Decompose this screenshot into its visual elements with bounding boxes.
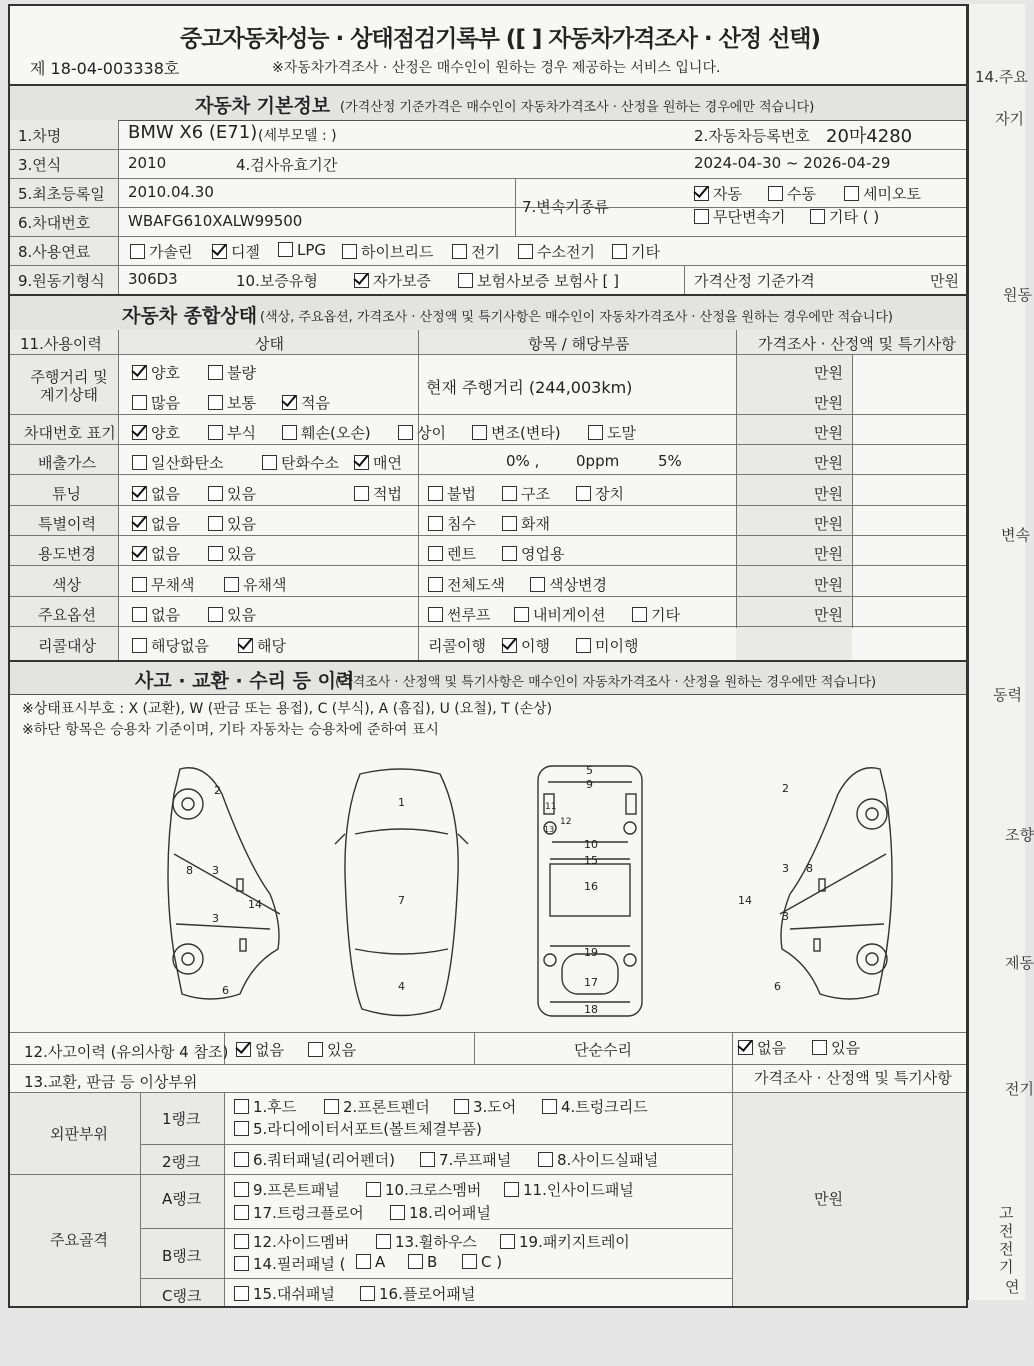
special-price-unit: 만원 [814, 515, 843, 533]
emission-co-value: 0% , [506, 452, 540, 470]
state-col-header: 상태 [255, 335, 284, 353]
special-history-label: 특별이력 [38, 515, 96, 533]
pillar-b[interactable]: B [408, 1253, 437, 1271]
simple-repair-label: 단순수리 [574, 1041, 632, 1059]
price-basis-label: 가격산정 기준가격 [694, 272, 815, 290]
part-roof-panel[interactable]: 7.루프패널 [420, 1149, 511, 1170]
part-dash-panel[interactable]: 15.대쉬패널 [234, 1283, 335, 1304]
checkbox[interactable] [514, 607, 529, 622]
part-number: 2 [782, 782, 789, 795]
part-front-fender[interactable]: 2.프론트펜더 [324, 1096, 430, 1117]
checkbox[interactable] [360, 1286, 375, 1301]
checkbox[interactable] [234, 1234, 249, 1249]
exchange-label: 13.교환, 판금 등 이상부위 [24, 1073, 198, 1091]
vin-mark-different[interactable]: 상이 [398, 422, 446, 443]
basic-info-title: 자동차 기본정보 [195, 95, 331, 117]
checkbox[interactable] [408, 1254, 423, 1269]
part-floor-panel[interactable]: 16.플로어패널 [360, 1283, 475, 1304]
checkbox[interactable] [462, 1254, 477, 1269]
option-exists[interactable]: 있음 [208, 604, 256, 625]
checkbox-checked[interactable] [132, 486, 147, 501]
checkbox[interactable] [420, 1152, 435, 1167]
part-number: 1 [398, 796, 405, 809]
part-number: 3 [782, 862, 789, 875]
checkbox[interactable] [132, 395, 147, 410]
tuning-legal[interactable]: 적법 [354, 483, 402, 504]
tuning-device[interactable]: 장치 [576, 483, 624, 504]
year-value: 2010 [128, 154, 167, 172]
checkbox-checked[interactable] [132, 365, 147, 380]
mileage-price-unit-1: 만원 [814, 364, 843, 382]
part-number: 3 [212, 912, 219, 925]
part-number: 10 [584, 838, 598, 851]
color-changed[interactable]: 색상변경 [530, 574, 607, 595]
special-none[interactable]: 없음 [132, 513, 180, 534]
accident-header [10, 660, 966, 695]
mileage-label: 주행거리 및 계기상태 [30, 368, 108, 404]
pillar-a[interactable]: A [356, 1253, 385, 1271]
sub-model: (세부모델 : ) [258, 128, 337, 144]
basic-info-header [10, 84, 966, 121]
accident-none[interactable]: 없음 [236, 1039, 284, 1060]
special-exists[interactable]: 있음 [208, 513, 256, 534]
checkbox[interactable] [694, 209, 709, 224]
checkbox[interactable] [502, 516, 517, 531]
current-mileage: 현재 주행거리 (244,003km) [426, 378, 633, 397]
recall-done-label: 리콜이행 [428, 637, 486, 655]
trans-manual[interactable]: 수동 [768, 183, 816, 204]
sidebar-text: 자기 [995, 110, 1024, 128]
part-number: 12 [560, 817, 572, 827]
part-number: 4 [398, 980, 405, 993]
fuel-label: 8.사용연료 [18, 243, 91, 261]
recall-label: 리콜대상 [38, 637, 96, 655]
part-wheel-house[interactable]: 13.휠하우스 [376, 1231, 477, 1252]
overall-status-title: 자동차 종합상태 [122, 305, 258, 327]
checkbox[interactable] [208, 425, 223, 440]
mileage-price-unit-2: 만원 [814, 394, 843, 412]
part-side-member[interactable]: 12.사이드멤버 [234, 1231, 349, 1252]
warranty-label: 10.보증유형 [236, 272, 318, 290]
vin-mark-price-unit: 만원 [814, 424, 843, 442]
first-reg-value: 2010.04.30 [128, 183, 214, 201]
inspection-record-sheet [8, 4, 968, 1308]
right-side-view [738, 768, 892, 999]
checkbox[interactable] [632, 607, 647, 622]
checkbox-checked[interactable] [132, 546, 147, 561]
emission-price-unit: 만원 [814, 454, 843, 472]
checkbox[interactable] [234, 1205, 249, 1220]
recall-done[interactable]: 이행 [502, 635, 550, 656]
usage-exists[interactable]: 있음 [208, 543, 256, 564]
usage-business[interactable]: 영업용 [502, 543, 564, 564]
checkbox[interactable] [530, 577, 545, 592]
checkbox[interactable] [452, 244, 467, 259]
special-fire[interactable]: 화재 [502, 513, 550, 534]
checkbox[interactable] [542, 1099, 557, 1114]
recall-not-done[interactable]: 미이행 [576, 635, 638, 656]
trans-auto[interactable]: 자동 [694, 183, 742, 204]
sidebar-text: 제동 [1005, 954, 1034, 972]
checkbox[interactable] [208, 395, 223, 410]
part-hood[interactable]: 1.후드 [234, 1096, 296, 1117]
symbol-legend: ※상태표시부호 : X (교환), W (판금 또는 용접), C (부식), A (흠집), U (요철), T (손상) [22, 701, 553, 717]
checkbox[interactable] [132, 455, 147, 470]
tuning-price-unit: 만원 [814, 485, 843, 503]
part-number: 19 [584, 946, 598, 959]
sidebar-text: 변속 [1001, 526, 1030, 544]
checkbox-checked[interactable] [354, 455, 369, 470]
checkbox[interactable] [208, 546, 223, 561]
checkbox[interactable] [844, 186, 859, 201]
color-price-unit: 만원 [814, 576, 843, 594]
transmission-label: 7.변속기종류 [522, 198, 609, 216]
checkbox[interactable] [810, 209, 825, 224]
option-price-unit: 만원 [814, 606, 843, 624]
part-number: 6 [774, 980, 781, 993]
sidebar-text: 동력 [993, 686, 1022, 704]
checkbox[interactable] [234, 1152, 249, 1167]
engine-value: 306D3 [128, 270, 178, 288]
emission-hc-value: 0ppm [576, 452, 620, 470]
checkbox[interactable] [538, 1152, 553, 1167]
rank-2-label: 2랭크 [162, 1153, 201, 1171]
checkbox[interactable] [428, 546, 443, 561]
checkbox[interactable] [504, 1182, 519, 1197]
checkbox[interactable] [398, 425, 413, 440]
checkbox[interactable] [576, 486, 591, 501]
part-pillar-panel[interactable]: 14.필러패널 ( [234, 1253, 345, 1274]
fuel-diesel[interactable]: 디젤 [212, 241, 260, 262]
part-rear-panel[interactable]: 18.리어패널 [390, 1202, 491, 1223]
part-number: 2 [214, 784, 221, 797]
mileage-good[interactable]: 양호 [132, 362, 180, 383]
checkbox[interactable] [234, 1286, 249, 1301]
usage-none[interactable]: 없음 [132, 543, 180, 564]
simple-repair-none[interactable]: 없음 [738, 1037, 786, 1058]
checkbox-checked[interactable] [282, 395, 297, 410]
rank-1-label: 1랭크 [162, 1110, 201, 1128]
checkbox[interactable] [502, 546, 517, 561]
part-number: 5 [586, 764, 593, 777]
reg-number-label: 2.자동차등록번호 [694, 127, 810, 145]
trans-other[interactable]: 기타 ( ) [810, 206, 879, 227]
mileage-few[interactable]: 적음 [282, 392, 330, 413]
part-number: 17 [584, 976, 598, 989]
checkbox-checked[interactable] [212, 244, 227, 259]
checkbox[interactable] [390, 1205, 405, 1220]
main-frame-label: 주요골격 [50, 1231, 108, 1249]
document-note: ※자동차가격조사 · 산정은 매수인이 원하는 경우 제공하는 서비스 입니다. [272, 60, 721, 76]
part-inside-panel[interactable]: 11.인사이드패널 [504, 1179, 634, 1200]
checkbox[interactable] [356, 1254, 371, 1269]
checkbox[interactable] [500, 1234, 515, 1249]
color-achromatic[interactable]: 무채색 [132, 574, 194, 595]
part-number: 14 [738, 894, 752, 907]
checkbox[interactable] [208, 516, 223, 531]
underbody-view [538, 764, 642, 1016]
main-options-label: 주요옵션 [38, 606, 96, 624]
checkbox[interactable] [376, 1234, 391, 1249]
simple-repair-exists[interactable]: 있음 [812, 1037, 860, 1058]
vin-mark-label: 차대번호 표기 [24, 424, 116, 442]
checkbox-checked[interactable] [236, 1042, 251, 1057]
part-package-tray[interactable]: 19.패키지트레이 [500, 1231, 630, 1252]
checkbox-checked[interactable] [694, 186, 709, 201]
inspection-period-value: 2024-04-30 ~ 2026-04-29 [694, 154, 891, 172]
trans-cvt[interactable]: 무단변속기 [694, 206, 785, 227]
part-number: 3 [782, 910, 789, 923]
recall-applicable[interactable]: 해당 [238, 635, 286, 656]
part-number: 6 [222, 984, 229, 997]
document-title: 중고자동차성능 · 상태점검기록부 ([ ] 자동차가격조사 · 산정 선택) [180, 26, 821, 52]
vin-mark-damage[interactable]: 훼손(오손) [282, 422, 371, 443]
rank-c-label: C랭크 [162, 1287, 202, 1305]
fuel-lpg[interactable]: LPG [278, 241, 326, 259]
sidebar-text: 전기 [1005, 1080, 1034, 1098]
part-number: 14 [248, 898, 262, 911]
checkbox[interactable] [588, 425, 603, 440]
checkbox[interactable] [366, 1182, 381, 1197]
usage-change-label: 용도변경 [38, 545, 96, 563]
mileage-normal[interactable]: 보통 [208, 392, 256, 413]
accident-exists[interactable]: 있음 [308, 1039, 356, 1060]
usage-rent[interactable]: 렌트 [428, 543, 476, 564]
exchange-price-col: 가격조사 · 산정액 및 특기사항 [754, 1069, 952, 1087]
outer-panel-label: 외판부위 [50, 1125, 108, 1143]
checkbox[interactable] [208, 607, 223, 622]
reg-number-value: 20마4280 [826, 126, 913, 147]
part-number: 8 [806, 862, 813, 875]
rank-b-label: B랭크 [162, 1247, 202, 1265]
checkbox[interactable] [342, 244, 357, 259]
checkbox[interactable] [518, 244, 533, 259]
part-number: 3 [212, 864, 219, 877]
exchange-price-unit: 만원 [814, 1190, 843, 1208]
checkbox[interactable] [224, 577, 239, 592]
part-side-sill[interactable]: 8.사이드실패널 [538, 1149, 658, 1170]
checkbox[interactable] [234, 1256, 249, 1271]
checkbox[interactable] [208, 365, 223, 380]
vin-mark-altered[interactable]: 변조(변타) [472, 422, 561, 443]
checkbox[interactable] [324, 1099, 339, 1114]
vin-mark-good[interactable]: 양호 [132, 422, 180, 443]
top-view [335, 769, 468, 1016]
checkbox[interactable] [428, 516, 443, 531]
checkbox[interactable] [502, 486, 517, 501]
part-number: 16 [584, 880, 598, 893]
part-quarter-panel[interactable]: 6.쿼터패널(리어펜더) [234, 1149, 395, 1170]
checkbox[interactable] [234, 1182, 249, 1197]
passenger-car-note: ※하단 항목은 승용차 기준이며, 기타 자동차는 승용차에 준하여 표시 [22, 722, 439, 738]
checkbox-checked[interactable] [132, 516, 147, 531]
sidebar-text: 원동 [1003, 286, 1032, 304]
checkbox-checked[interactable] [354, 273, 369, 288]
emission-co[interactable]: 일산화탄소 [132, 452, 223, 473]
sidebar-text: 연 [1005, 1278, 1020, 1296]
checkbox[interactable] [458, 273, 473, 288]
option-other[interactable]: 기타 [632, 604, 680, 625]
accident-note: (가격조사 · 산정액 및 특기사항은 매수인이 자동차가격조사 · 산정을 원하는 경우에만 적습니다) [335, 675, 877, 690]
checkbox[interactable] [428, 607, 443, 622]
document-number: 제 18-04-003338호 [30, 59, 180, 78]
warranty-insurance[interactable]: 보험사보증 보험사 [ ] [458, 270, 619, 291]
inspection-period-label: 4.검사유효기간 [236, 156, 338, 174]
vin-value: WBAFG610XALW99500 [128, 212, 303, 230]
usage-price-unit: 만원 [814, 545, 843, 563]
part-trunk-lid[interactable]: 4.트렁크리드 [542, 1096, 648, 1117]
color-chromatic[interactable]: 유채색 [224, 574, 286, 595]
checkbox-checked[interactable] [238, 638, 253, 653]
checkbox[interactable] [130, 244, 145, 259]
mileage-bad[interactable]: 불량 [208, 362, 256, 383]
checkbox[interactable] [308, 1042, 323, 1057]
year-label: 3.연식 [18, 156, 62, 174]
tuning-illegal[interactable]: 불법 [428, 483, 476, 504]
vin-label: 6.차대번호 [18, 214, 91, 232]
checkbox[interactable] [132, 607, 147, 622]
part-number: 9 [586, 778, 593, 791]
checkbox[interactable] [812, 1040, 827, 1055]
left-side-view [168, 768, 280, 999]
emission-label: 배출가스 [38, 454, 96, 472]
part-radiator-support[interactable]: 5.라디에이터서포트(볼트체결부품) [234, 1118, 482, 1139]
trans-semi[interactable]: 세미오토 [844, 183, 921, 204]
fuel-hydrogen[interactable]: 수소전기 [518, 241, 595, 262]
car-name-value: BMW X6 (E71) [128, 122, 258, 143]
checkbox[interactable] [132, 638, 147, 653]
part-number: 18 [584, 1003, 598, 1016]
sidebar-text: 조향 [1005, 826, 1034, 844]
checkbox[interactable] [278, 242, 293, 257]
special-flood[interactable]: 침수 [428, 513, 476, 534]
rank-a-label: A랭크 [162, 1190, 202, 1208]
basic-info-note: (가격산정 기준가격은 매수인이 자동차가격조사 · 산정을 원하는 경우에만 적습니다) [340, 100, 815, 115]
option-navigation[interactable]: 내비게이션 [514, 604, 605, 625]
part-number: 7 [398, 894, 405, 907]
checkbox[interactable] [354, 486, 369, 501]
checkbox-checked[interactable] [132, 425, 147, 440]
item-col-header: 항목 / 해당부품 [528, 335, 630, 353]
recall-none[interactable]: 해당없음 [132, 635, 209, 656]
color-label: 색상 [52, 576, 81, 594]
checkbox[interactable] [428, 486, 443, 501]
checkbox-checked[interactable] [502, 638, 517, 653]
overall-status-note: (색상, 주요옵션, 가격조사 · 산정액 및 특기사항은 매수인이 자동차가격조사 · 산정을 원하는 경우에만 적습니다) [260, 310, 893, 325]
checkbox[interactable] [472, 425, 487, 440]
checkbox[interactable] [612, 244, 627, 259]
checkbox-checked[interactable] [738, 1040, 753, 1055]
price-col-header: 가격조사 · 산정액 및 특기사항 [758, 335, 956, 353]
car-name-label: 1.차명 [18, 127, 62, 145]
checkbox[interactable] [234, 1121, 249, 1136]
part-number: 13 [544, 825, 555, 834]
pillar-c[interactable]: C ) [462, 1253, 502, 1271]
fuel-gasoline[interactable]: 가솔린 [130, 241, 192, 262]
vin-mark-corrosion[interactable]: 부식 [208, 422, 256, 443]
accident-history-label: 12.사고이력 (유의사항 4 참조) [24, 1043, 229, 1061]
price-basis-unit: 만원 [930, 272, 959, 290]
option-none[interactable]: 없음 [132, 604, 180, 625]
fuel-hybrid[interactable]: 하이브리드 [342, 241, 433, 262]
part-front-panel[interactable]: 9.프론트패널 [234, 1179, 340, 1200]
checkbox[interactable] [768, 186, 783, 201]
history-col-header: 11.사용이력 [20, 335, 102, 353]
next-page-sidebar [968, 4, 1034, 1300]
checkbox[interactable] [428, 577, 443, 592]
sidebar-text: 고전 전기 [999, 1204, 1014, 1276]
vin-mark-smeared[interactable]: 도말 [588, 422, 636, 443]
accident-title: 사고 · 교환 · 수리 등 이력 [135, 670, 355, 692]
emission-smoke-value: 5% [658, 452, 682, 470]
emission-smoke[interactable]: 매연 [354, 452, 402, 473]
option-sunroof[interactable]: 썬루프 [428, 604, 490, 625]
tuning-label: 튜닝 [52, 485, 81, 503]
part-number: 11 [545, 802, 557, 812]
checkbox[interactable] [576, 638, 591, 653]
part-number: 8 [186, 864, 193, 877]
emission-hc[interactable]: 탄화수소 [262, 452, 339, 473]
part-cross-member[interactable]: 10.크로스멤버 [366, 1179, 481, 1200]
part-trunk-floor[interactable]: 17.트렁크플로어 [234, 1202, 364, 1223]
color-full-paint[interactable]: 전체도색 [428, 574, 505, 595]
car-damage-diagram [140, 754, 920, 1024]
part-door[interactable]: 3.도어 [454, 1096, 516, 1117]
warranty-self[interactable]: 자가보증 [354, 270, 431, 291]
tuning-none[interactable]: 없음 [132, 483, 180, 504]
checkbox[interactable] [454, 1099, 469, 1114]
overall-status-header [10, 294, 966, 331]
part-number: 15 [584, 854, 598, 867]
tuning-structure[interactable]: 구조 [502, 483, 550, 504]
checkbox[interactable] [234, 1099, 249, 1114]
first-reg-label: 5.최초등록일 [18, 185, 105, 203]
fuel-electric[interactable]: 전기 [452, 241, 500, 262]
checkbox[interactable] [262, 455, 277, 470]
checkbox[interactable] [282, 425, 297, 440]
fuel-other[interactable]: 기타 [612, 241, 660, 262]
mileage-many[interactable]: 많음 [132, 392, 180, 413]
sidebar-text: 14.주요 [975, 68, 1028, 86]
engine-label: 9.원동기형식 [18, 272, 105, 290]
checkbox[interactable] [208, 486, 223, 501]
checkbox[interactable] [132, 577, 147, 592]
tuning-exists[interactable]: 있음 [208, 483, 256, 504]
